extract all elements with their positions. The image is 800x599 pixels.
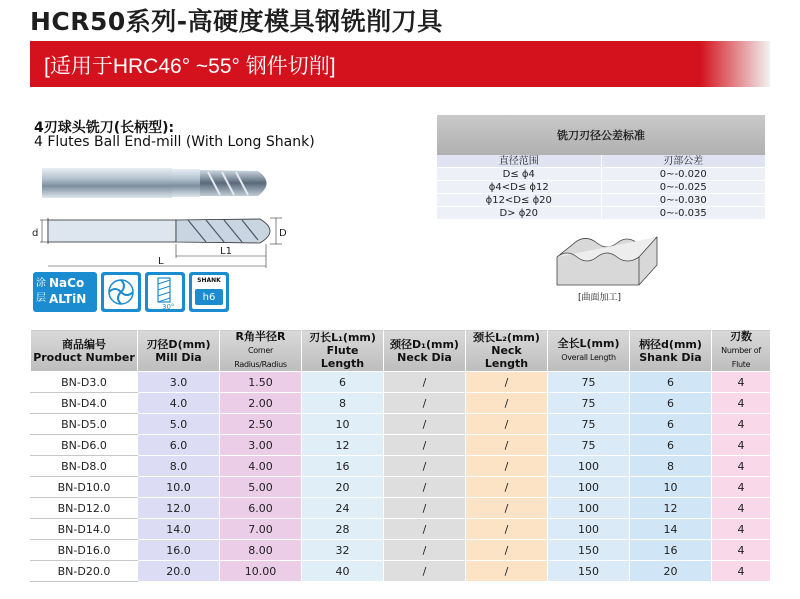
cell-neck-dia: / [384, 435, 466, 456]
product-name-cn: 4刃球头铣刀(长柄型): [34, 120, 175, 136]
tool-illustration [30, 160, 300, 274]
cell-overall-length: 150 [548, 561, 630, 582]
header-flute-length: 刃长L₁(mm) Flute Length [302, 330, 384, 372]
cell-corner-radius: 1.50 [220, 372, 302, 393]
tolerance-range: D> ϕ20 [437, 207, 602, 220]
cell-neck-length: / [466, 372, 548, 393]
shank-tolerance-badge [189, 272, 229, 312]
cell-mill-dia: 12.0 [138, 498, 220, 519]
coating-1: NaCo [49, 276, 85, 290]
tolerance-range: D≤ ϕ4 [437, 168, 602, 181]
spec-table [30, 329, 771, 582]
cell-corner-radius: 5.00 [220, 477, 302, 498]
cell-corner-radius: 2.50 [220, 414, 302, 435]
cell-number-of-flute: 4 [712, 498, 771, 519]
header-corner-radius: R角半径R Corner Radius/Radius [220, 330, 302, 372]
coating-names [49, 275, 86, 307]
header-mill-dia: 刃径D(mm) Mill Dia [138, 330, 220, 372]
cell-mill-dia: 10.0 [138, 477, 220, 498]
cell-flute-length: 16 [302, 456, 384, 477]
cell-mill-dia: 20.0 [138, 561, 220, 582]
cell-product-number: BN-D8.0 [31, 456, 138, 477]
helix-angle-icon [145, 272, 185, 312]
tolerance-header-range: 直径范围 [437, 155, 602, 168]
header-neck-length: 颈长L₂(mm) Neck Length [466, 330, 548, 372]
cell-neck-length: / [466, 477, 548, 498]
cell-number-of-flute: 4 [712, 519, 771, 540]
cell-shank-dia: 10 [630, 477, 712, 498]
header-product-number: 商品编号 Product Number [31, 330, 138, 372]
cell-corner-radius: 4.00 [220, 456, 302, 477]
cell-shank-dia: 6 [630, 435, 712, 456]
shank-label: SHANK [197, 277, 221, 284]
cell-shank-dia: 6 [630, 393, 712, 414]
table-row [31, 435, 771, 456]
cell-flute-length: 10 [302, 414, 384, 435]
cell-flute-length: 24 [302, 498, 384, 519]
tolerance-range: ϕ4<D≤ ϕ12 [437, 181, 602, 194]
cell-flute-length: 8 [302, 393, 384, 414]
banner-text: [适用于HRC46° ~55° 钢件切削] [44, 55, 336, 78]
cell-corner-radius: 3.00 [220, 435, 302, 456]
cell-overall-length: 100 [548, 456, 630, 477]
cell-product-number: BN-D5.0 [31, 414, 138, 435]
cell-mill-dia: 3.0 [138, 372, 220, 393]
cell-flute-length: 28 [302, 519, 384, 540]
page-title: HCR50系列-高硬度模具钢铣削刀具 [30, 7, 443, 36]
coating-2: ALTiN [49, 292, 87, 306]
cell-overall-length: 75 [548, 435, 630, 456]
tolerance-row [437, 181, 765, 194]
helix-angle-label: 30° [162, 303, 175, 311]
cell-flute-length: 20 [302, 477, 384, 498]
coating-badge [33, 272, 97, 312]
dim-d-label: d [32, 228, 39, 239]
tolerance-row [437, 207, 765, 220]
cell-neck-dia: / [384, 456, 466, 477]
cell-product-number: BN-D3.0 [31, 372, 138, 393]
cell-shank-dia: 16 [630, 540, 712, 561]
table-row [31, 519, 771, 540]
cell-overall-length: 100 [548, 498, 630, 519]
dim-L1-label: L1 [220, 246, 232, 257]
spec-header-row [31, 330, 771, 372]
tolerance-row [437, 194, 765, 207]
cell-number-of-flute: 4 [712, 477, 771, 498]
table-row [31, 540, 771, 561]
cell-shank-dia: 6 [630, 414, 712, 435]
header-shank-dia: 柄径d(mm) Shank Dia [630, 330, 712, 372]
cell-number-of-flute: 4 [712, 393, 771, 414]
cell-product-number: BN-D6.0 [31, 435, 138, 456]
cell-neck-dia: / [384, 519, 466, 540]
cell-product-number: BN-D20.0 [31, 561, 138, 582]
feature-badges [33, 272, 229, 312]
cell-shank-dia: 8 [630, 456, 712, 477]
cell-overall-length: 100 [548, 477, 630, 498]
shank-photo [42, 168, 172, 198]
hardness-banner [30, 41, 770, 87]
surface-label: [曲面加工] [578, 293, 622, 303]
cell-neck-length: / [466, 435, 548, 456]
four-flute-badge [101, 272, 141, 312]
cell-product-number: BN-D4.0 [31, 393, 138, 414]
cell-mill-dia: 4.0 [138, 393, 220, 414]
tolerance-header-tolerance: 刃部公差 [602, 155, 766, 168]
coating-label: 涂层 [36, 278, 46, 304]
tolerance-value: 0~-0.035 [602, 207, 766, 220]
cell-number-of-flute: 4 [712, 435, 771, 456]
table-row [31, 456, 771, 477]
tolerance-value: 0~-0.020 [602, 168, 766, 181]
tolerance-title: 铣刀刃径公差标准 [437, 115, 765, 155]
cell-number-of-flute: 4 [712, 414, 771, 435]
dim-D-label: D [279, 228, 287, 239]
cell-corner-radius: 6.00 [220, 498, 302, 519]
cell-overall-length: 75 [548, 414, 630, 435]
cell-mill-dia: 8.0 [138, 456, 220, 477]
cell-neck-dia: / [384, 540, 466, 561]
cell-shank-dia: 14 [630, 519, 712, 540]
cell-overall-length: 100 [548, 519, 630, 540]
header-overall-length: 全长L(mm) Overall Length [548, 330, 630, 372]
tolerance-range: ϕ12<D≤ ϕ20 [437, 194, 602, 207]
cell-neck-dia: / [384, 393, 466, 414]
cell-neck-length: / [466, 561, 548, 582]
table-row [31, 372, 771, 393]
cell-shank-dia: 6 [630, 372, 712, 393]
curved-surface-icon [553, 235, 663, 290]
cell-neck-length: / [466, 414, 548, 435]
cell-number-of-flute: 4 [712, 540, 771, 561]
four-flute-icon [101, 272, 141, 312]
cell-neck-length: / [466, 519, 548, 540]
banner-fade [700, 41, 770, 87]
cell-neck-dia: / [384, 477, 466, 498]
shank-outline [48, 220, 176, 242]
cell-product-number: BN-D16.0 [31, 540, 138, 561]
cell-number-of-flute: 4 [712, 372, 771, 393]
cell-mill-dia: 5.0 [138, 414, 220, 435]
curved-surface-illustration [553, 235, 663, 294]
tolerance-table [437, 115, 765, 220]
cell-number-of-flute: 4 [712, 561, 771, 582]
cell-corner-radius: 7.00 [220, 519, 302, 540]
cell-product-number: BN-D12.0 [31, 498, 138, 519]
tolerance-header-row [437, 155, 765, 168]
cell-product-number: BN-D14.0 [31, 519, 138, 540]
cell-neck-dia: / [384, 414, 466, 435]
cell-neck-dia: / [384, 561, 466, 582]
shank-value: h6 [202, 292, 216, 303]
cell-overall-length: 75 [548, 372, 630, 393]
cell-mill-dia: 16.0 [138, 540, 220, 561]
cell-flute-length: 32 [302, 540, 384, 561]
header-neck-dia: 颈径D₁(mm) Neck Dia [384, 330, 466, 372]
cell-overall-length: 150 [548, 540, 630, 561]
cell-flute-length: 6 [302, 372, 384, 393]
cell-overall-length: 75 [548, 393, 630, 414]
cell-corner-radius: 8.00 [220, 540, 302, 561]
cell-mill-dia: 14.0 [138, 519, 220, 540]
cell-neck-length: / [466, 456, 548, 477]
cell-corner-radius: 10.00 [220, 561, 302, 582]
cell-neck-dia: / [384, 498, 466, 519]
helix-angle-badge [145, 272, 185, 312]
header-number-of-flute: 刃数 Number of Flute [712, 330, 771, 372]
cell-shank-dia: 20 [630, 561, 712, 582]
cell-shank-dia: 12 [630, 498, 712, 519]
cell-neck-dia: / [384, 372, 466, 393]
table-row [31, 414, 771, 435]
cell-neck-length: / [466, 540, 548, 561]
cell-product-number: BN-D10.0 [31, 477, 138, 498]
table-row [31, 393, 771, 414]
tolerance-value: 0~-0.025 [602, 181, 766, 194]
cell-mill-dia: 6.0 [138, 435, 220, 456]
product-name-en: 4 Flutes Ball End-mill (With Long Shank) [34, 134, 315, 150]
cell-corner-radius: 2.00 [220, 393, 302, 414]
cell-flute-length: 40 [302, 561, 384, 582]
cell-flute-length: 12 [302, 435, 384, 456]
table-row [31, 498, 771, 519]
table-row [31, 477, 771, 498]
table-row [31, 561, 771, 582]
cell-neck-length: / [466, 393, 548, 414]
end-mill-drawing [30, 160, 300, 270]
tolerance-row [437, 168, 765, 181]
dim-L-label: L [158, 256, 164, 267]
cell-number-of-flute: 4 [712, 456, 771, 477]
cell-neck-length: / [466, 498, 548, 519]
tolerance-value: 0~-0.030 [602, 194, 766, 207]
